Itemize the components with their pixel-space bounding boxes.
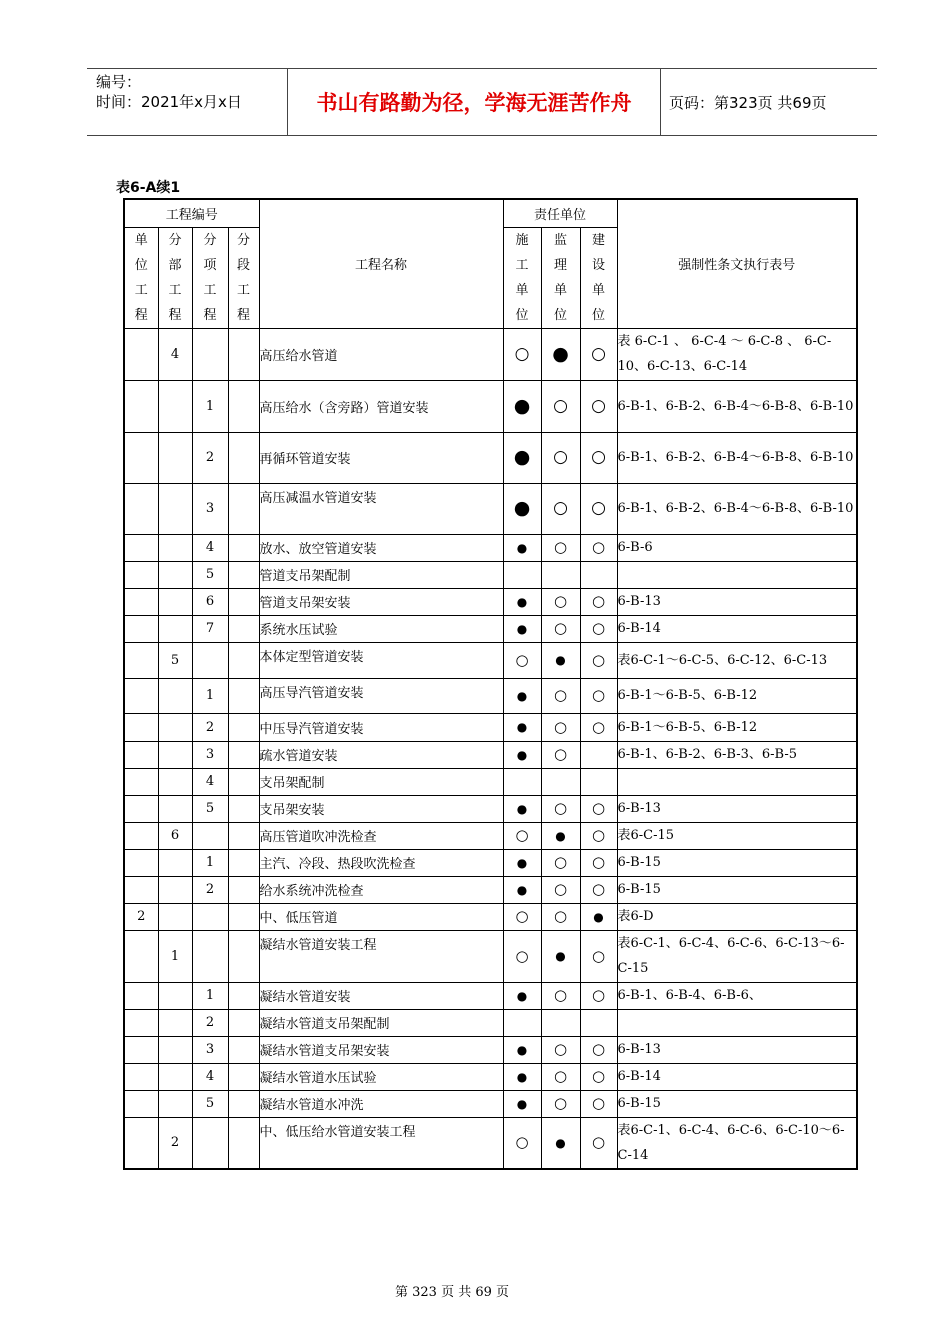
name-cell: 凝结水管道支吊架安装 xyxy=(259,1036,503,1063)
name-cell: 高压导汽管道安装 xyxy=(259,678,503,713)
table-row xyxy=(124,822,857,849)
division-header: 分 部 工 程 xyxy=(158,227,192,328)
segment-cell xyxy=(228,1009,259,1036)
supervise-mark: ○ xyxy=(541,795,580,822)
unit-cell xyxy=(124,678,158,713)
project-table xyxy=(123,198,858,1170)
name-cell: 凝结水管道支吊架配制 xyxy=(259,1009,503,1036)
segment-cell xyxy=(228,483,259,534)
segment-cell xyxy=(228,982,259,1009)
segment-cell xyxy=(228,930,259,982)
construct-mark: ● xyxy=(503,483,541,534)
segment-cell xyxy=(228,903,259,930)
unit-cell xyxy=(124,713,158,741)
name-cell: 高压减温水管道安装 xyxy=(259,483,503,534)
build-mark: ● xyxy=(580,903,617,930)
resp-header: 责任单位 xyxy=(503,199,617,227)
construct-mark: ● xyxy=(503,1036,541,1063)
supervise-mark: ● xyxy=(541,642,580,678)
segment-cell xyxy=(228,1090,259,1117)
build-mark xyxy=(580,561,617,588)
item-cell: 5 xyxy=(192,561,228,588)
item-cell: 3 xyxy=(192,483,228,534)
standard-cell: 6-B-15 xyxy=(617,849,857,876)
build-mark xyxy=(580,741,617,768)
unit-cell xyxy=(124,768,158,795)
division-cell xyxy=(158,561,192,588)
table-row xyxy=(124,1036,857,1063)
unit-cell xyxy=(124,876,158,903)
division-cell xyxy=(158,1090,192,1117)
standard-cell: 6-B-13 xyxy=(617,1036,857,1063)
standard-cell: 6-B-1～6-B-5、6-B-12 xyxy=(617,713,857,741)
division-cell xyxy=(158,483,192,534)
division-cell xyxy=(158,588,192,615)
construct-mark: ● xyxy=(503,1090,541,1117)
segment-cell xyxy=(228,849,259,876)
standard-cell: 6-B-14 xyxy=(617,615,857,642)
division-cell: 6 xyxy=(158,822,192,849)
segment-header: 分 段 工 程 xyxy=(228,227,259,328)
standard-cell xyxy=(617,561,857,588)
build-mark: ○ xyxy=(580,930,617,982)
unit-header: 单 位 工 程 xyxy=(124,227,158,328)
name-cell: 系统水压试验 xyxy=(259,615,503,642)
construct-mark: ○ xyxy=(503,822,541,849)
header-left xyxy=(87,69,288,135)
construct-mark: ● xyxy=(503,380,541,432)
item-cell xyxy=(192,903,228,930)
supervise-mark: ○ xyxy=(541,713,580,741)
name-header: 工程名称 xyxy=(259,199,503,328)
item-cell: 5 xyxy=(192,1090,228,1117)
build-mark: ○ xyxy=(580,615,617,642)
standard-cell: 6-B-13 xyxy=(617,795,857,822)
segment-cell xyxy=(228,713,259,741)
supervise-mark: ○ xyxy=(541,588,580,615)
standard-cell: 6-B-15 xyxy=(617,876,857,903)
supervise-mark: ○ xyxy=(541,741,580,768)
item-cell: 3 xyxy=(192,741,228,768)
build-mark: ○ xyxy=(580,822,617,849)
unit-cell xyxy=(124,1063,158,1090)
table-row xyxy=(124,1009,857,1036)
table-title: 表6-A续1 xyxy=(116,180,181,196)
standard-cell: 6-B-1、6-B-2、6-B-4～6-B-8、6-B-10 xyxy=(617,380,857,432)
standard-cell: 表6-C-1～6-C-5、6-C-12、6-C-13 xyxy=(617,642,857,678)
item-cell: 2 xyxy=(192,876,228,903)
division-cell xyxy=(158,534,192,561)
unit-cell xyxy=(124,1090,158,1117)
table-row xyxy=(124,534,857,561)
unit-cell xyxy=(124,849,158,876)
build-mark: ○ xyxy=(580,1036,617,1063)
supervise-mark: ○ xyxy=(541,380,580,432)
supervise-mark xyxy=(541,561,580,588)
table-row xyxy=(124,588,857,615)
segment-cell xyxy=(228,432,259,483)
supervise-mark: ○ xyxy=(541,432,580,483)
segment-cell xyxy=(228,795,259,822)
table-row xyxy=(124,876,857,903)
unit-cell: 2 xyxy=(124,903,158,930)
item-cell: 5 xyxy=(192,795,228,822)
unit-cell xyxy=(124,588,158,615)
item-cell: 4 xyxy=(192,768,228,795)
supervise-mark: ○ xyxy=(541,849,580,876)
division-cell xyxy=(158,1036,192,1063)
build-mark xyxy=(580,1009,617,1036)
construct-mark: ● xyxy=(503,741,541,768)
build-mark: ○ xyxy=(580,432,617,483)
item-cell: 7 xyxy=(192,615,228,642)
table-row xyxy=(124,432,857,483)
standard-cell: 6-B-1、6-B-2、6-B-4～6-B-8、6-B-10 xyxy=(617,483,857,534)
standard-cell: 表 6-C-1 、 6-C-4 ～ 6-C-8 、 6-C-10、6-C-13、6-C-14 xyxy=(617,328,857,380)
item-cell: 2 xyxy=(192,1009,228,1036)
time-label: 时间：2021年x月x日 xyxy=(96,93,242,111)
table-row xyxy=(124,1063,857,1090)
segment-cell xyxy=(228,615,259,642)
standard-cell: 6-B-14 xyxy=(617,1063,857,1090)
build-mark xyxy=(580,768,617,795)
segment-cell xyxy=(228,1117,259,1169)
construct-mark xyxy=(503,768,541,795)
name-cell: 凝结水管道安装工程 xyxy=(259,930,503,982)
division-cell xyxy=(158,1009,192,1036)
supervise-mark: ○ xyxy=(541,1090,580,1117)
item-cell: 2 xyxy=(192,713,228,741)
table-row xyxy=(124,561,857,588)
segment-cell xyxy=(228,678,259,713)
build-mark: ○ xyxy=(580,795,617,822)
supervise-header: 监 理 单 位 xyxy=(541,227,580,328)
construct-mark: ○ xyxy=(503,642,541,678)
name-cell: 主汽、冷段、热段吹洗检查 xyxy=(259,849,503,876)
table-row xyxy=(124,768,857,795)
build-mark: ○ xyxy=(580,982,617,1009)
division-cell xyxy=(158,741,192,768)
supervise-mark: ○ xyxy=(541,1036,580,1063)
segment-cell xyxy=(228,741,259,768)
supervise-mark: ○ xyxy=(541,483,580,534)
name-cell: 中、低压给水管道安装工程 xyxy=(259,1117,503,1169)
division-cell xyxy=(158,713,192,741)
standard-cell xyxy=(617,1009,857,1036)
build-mark: ○ xyxy=(580,328,617,380)
build-mark: ○ xyxy=(580,1090,617,1117)
name-cell: 给水系统冲洗检查 xyxy=(259,876,503,903)
unit-cell xyxy=(124,1009,158,1036)
segment-cell xyxy=(228,1063,259,1090)
item-cell xyxy=(192,822,228,849)
division-cell xyxy=(158,432,192,483)
item-cell: 1 xyxy=(192,678,228,713)
standard-cell: 6-B-13 xyxy=(617,588,857,615)
item-cell: 3 xyxy=(192,1036,228,1063)
unit-cell xyxy=(124,822,158,849)
construct-mark: ● xyxy=(503,432,541,483)
table-row xyxy=(124,1117,857,1169)
construct-mark xyxy=(503,1009,541,1036)
name-cell: 中压导汽管道安装 xyxy=(259,713,503,741)
build-mark: ○ xyxy=(580,534,617,561)
name-cell: 中、低压管道 xyxy=(259,903,503,930)
build-mark: ○ xyxy=(580,642,617,678)
unit-cell xyxy=(124,642,158,678)
item-cell xyxy=(192,642,228,678)
division-cell xyxy=(158,678,192,713)
division-cell xyxy=(158,903,192,930)
table-body xyxy=(124,328,857,1169)
construct-mark: ● xyxy=(503,678,541,713)
build-mark: ○ xyxy=(580,483,617,534)
division-cell: 1 xyxy=(158,930,192,982)
construct-mark: ● xyxy=(503,588,541,615)
segment-cell xyxy=(228,380,259,432)
segment-cell xyxy=(228,642,259,678)
name-cell: 凝结水管道水冲洗 xyxy=(259,1090,503,1117)
page-footer: 第 323 页 共 69 页 xyxy=(395,1285,510,1300)
supervise-mark: ○ xyxy=(541,982,580,1009)
motto: 书山有路勤为径，学海无涯苦作舟 xyxy=(288,69,661,135)
construct-mark: ○ xyxy=(503,903,541,930)
unit-cell xyxy=(124,741,158,768)
item-cell xyxy=(192,930,228,982)
construct-mark: ● xyxy=(503,615,541,642)
item-cell: 4 xyxy=(192,1063,228,1090)
segment-cell xyxy=(228,876,259,903)
segment-cell xyxy=(228,588,259,615)
standard-cell: 6-B-1、6-B-2、6-B-4～6-B-8、6-B-10 xyxy=(617,432,857,483)
build-header: 建 设 单 位 xyxy=(580,227,617,328)
supervise-mark: ● xyxy=(541,822,580,849)
segment-cell xyxy=(228,768,259,795)
segment-cell xyxy=(228,328,259,380)
name-cell: 疏水管道安装 xyxy=(259,741,503,768)
name-cell: 凝结水管道水压试验 xyxy=(259,1063,503,1090)
supervise-mark: ○ xyxy=(541,903,580,930)
construct-mark: ○ xyxy=(503,930,541,982)
supervise-mark: ● xyxy=(541,930,580,982)
table-row xyxy=(124,713,857,741)
standard-cell: 6-B-1、6-B-2、6-B-3、6-B-5 xyxy=(617,741,857,768)
table-row xyxy=(124,982,857,1009)
standard-cell: 表6-C-15 xyxy=(617,822,857,849)
table-row xyxy=(124,615,857,642)
division-cell xyxy=(158,1063,192,1090)
item-cell: 1 xyxy=(192,380,228,432)
construct-mark: ● xyxy=(503,713,541,741)
standard-cell: 6-B-1、6-B-4、6-B-6、 xyxy=(617,982,857,1009)
division-cell xyxy=(158,768,192,795)
build-mark: ○ xyxy=(580,876,617,903)
table-row xyxy=(124,930,857,982)
item-cell xyxy=(192,328,228,380)
group-code-header: 工程编号 xyxy=(124,199,259,227)
table-row xyxy=(124,678,857,713)
unit-cell xyxy=(124,795,158,822)
name-cell: 支吊架安装 xyxy=(259,795,503,822)
segment-cell xyxy=(228,534,259,561)
construct-header: 施 工 单 位 xyxy=(503,227,541,328)
division-cell xyxy=(158,876,192,903)
construct-mark xyxy=(503,561,541,588)
supervise-mark xyxy=(541,1009,580,1036)
item-cell: 1 xyxy=(192,982,228,1009)
standard-cell: 表6-D xyxy=(617,903,857,930)
build-mark: ○ xyxy=(580,1063,617,1090)
standard-cell xyxy=(617,768,857,795)
supervise-mark: ○ xyxy=(541,615,580,642)
number-label: 编号： xyxy=(96,73,142,91)
build-mark: ○ xyxy=(580,588,617,615)
division-cell xyxy=(158,849,192,876)
name-cell: 凝结水管道安装 xyxy=(259,982,503,1009)
build-mark: ○ xyxy=(580,380,617,432)
division-cell xyxy=(158,982,192,1009)
table-row xyxy=(124,1090,857,1117)
table-row xyxy=(124,795,857,822)
standard-cell: 6-B-15 xyxy=(617,1090,857,1117)
table-row xyxy=(124,642,857,678)
segment-cell xyxy=(228,1036,259,1063)
item-cell: 2 xyxy=(192,432,228,483)
item-cell xyxy=(192,1117,228,1169)
table-row xyxy=(124,380,857,432)
construct-mark: ○ xyxy=(503,1117,541,1169)
standard-cell: 表6-C-1、6-C-4、6-C-6、6-C-10～6-C-14 xyxy=(617,1117,857,1169)
division-cell xyxy=(158,795,192,822)
standard-cell: 6-B-1～6-B-5、6-B-12 xyxy=(617,678,857,713)
supervise-mark: ● xyxy=(541,1117,580,1169)
table-row xyxy=(124,903,857,930)
unit-cell xyxy=(124,615,158,642)
unit-cell xyxy=(124,1117,158,1169)
unit-cell xyxy=(124,380,158,432)
unit-cell xyxy=(124,328,158,380)
name-cell: 本体定型管道安装 xyxy=(259,642,503,678)
construct-mark: ● xyxy=(503,876,541,903)
construct-mark: ● xyxy=(503,795,541,822)
name-cell: 管道支吊架安装 xyxy=(259,588,503,615)
table-row xyxy=(124,483,857,534)
page-info: 页码：第323页 共69页 xyxy=(669,93,827,112)
division-cell: 4 xyxy=(158,328,192,380)
name-cell: 管道支吊架配制 xyxy=(259,561,503,588)
name-cell: 再循环管道安装 xyxy=(259,432,503,483)
construct-mark: ● xyxy=(503,1063,541,1090)
construct-mark: ● xyxy=(503,982,541,1009)
division-cell xyxy=(158,380,192,432)
standard-header: 强制性条文执行表号 xyxy=(617,199,857,328)
construct-mark: ● xyxy=(503,849,541,876)
build-mark: ○ xyxy=(580,713,617,741)
item-cell: 6 xyxy=(192,588,228,615)
supervise-mark: ● xyxy=(541,328,580,380)
item-cell: 4 xyxy=(192,534,228,561)
item-cell: 1 xyxy=(192,849,228,876)
build-mark: ○ xyxy=(580,1117,617,1169)
name-cell: 高压管道吹冲洗检查 xyxy=(259,822,503,849)
segment-cell xyxy=(228,561,259,588)
name-cell: 支吊架配制 xyxy=(259,768,503,795)
name-cell: 高压给水管道 xyxy=(259,328,503,380)
table-row xyxy=(124,328,857,380)
division-cell: 5 xyxy=(158,642,192,678)
unit-cell xyxy=(124,534,158,561)
unit-cell xyxy=(124,1036,158,1063)
division-cell: 2 xyxy=(158,1117,192,1169)
item-header: 分 项 工 程 xyxy=(192,227,228,328)
construct-mark: ○ xyxy=(503,328,541,380)
build-mark: ○ xyxy=(580,678,617,713)
supervise-mark: ○ xyxy=(541,1063,580,1090)
table-row xyxy=(124,741,857,768)
segment-cell xyxy=(228,822,259,849)
unit-cell xyxy=(124,432,158,483)
standard-cell: 表6-C-1、6-C-4、6-C-6、6-C-13～6-C-15 xyxy=(617,930,857,982)
table-row xyxy=(124,849,857,876)
name-cell: 高压给水（含旁路）管道安装 xyxy=(259,380,503,432)
page-header xyxy=(87,68,877,136)
supervise-mark: ○ xyxy=(541,534,580,561)
unit-cell xyxy=(124,982,158,1009)
build-mark: ○ xyxy=(580,849,617,876)
name-cell: 放水、放空管道安装 xyxy=(259,534,503,561)
supervise-mark: ○ xyxy=(541,876,580,903)
unit-cell xyxy=(124,561,158,588)
division-cell xyxy=(158,615,192,642)
supervise-mark xyxy=(541,768,580,795)
unit-cell xyxy=(124,930,158,982)
unit-cell xyxy=(124,483,158,534)
construct-mark: ● xyxy=(503,534,541,561)
standard-cell: 6-B-6 xyxy=(617,534,857,561)
supervise-mark: ○ xyxy=(541,678,580,713)
